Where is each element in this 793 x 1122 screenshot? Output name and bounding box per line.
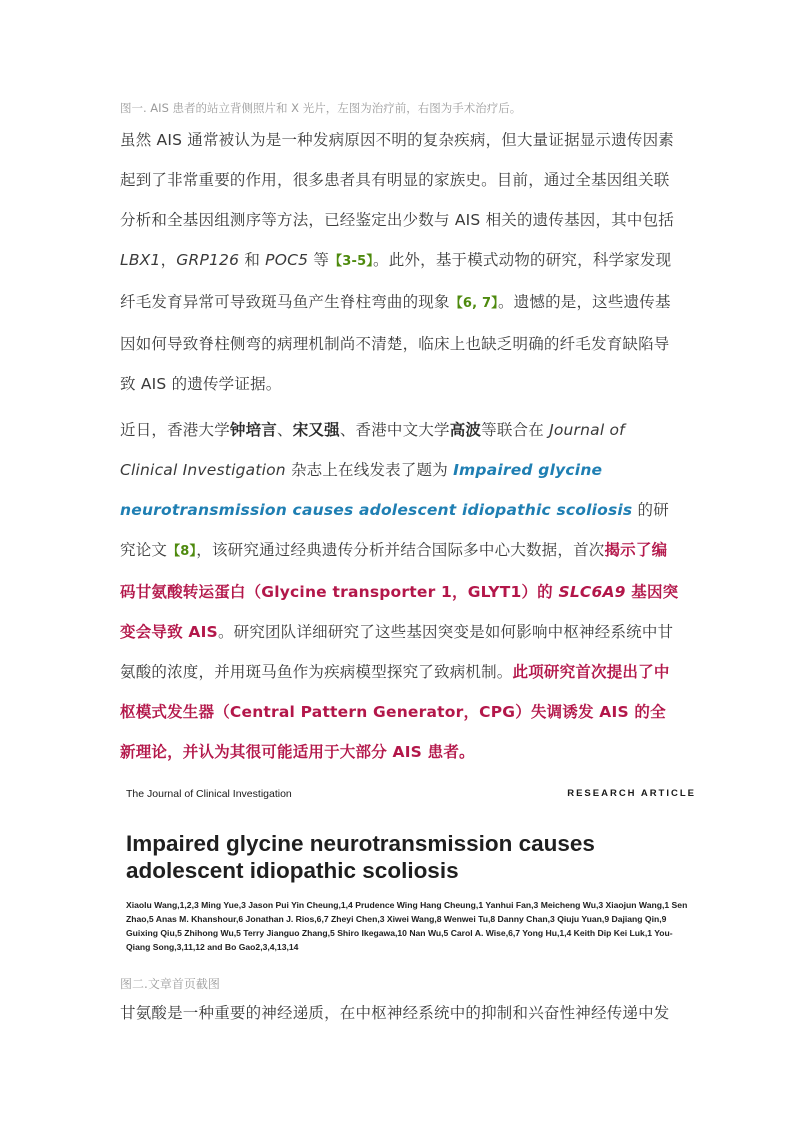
author-name-2: 宋又强 xyxy=(292,421,340,439)
p1-text-1: 虽然 AIS 通常被认为是一种发病原因不明的复杂疾病，但大量证据显示遗传因素起到了非常重要的作用，很多患者具有明显的家族史。目前，通过全基因组关联分析和全基因组测序等方法，已经鉴定出少数与 AIS 相关的遗传基因，其中包括 xyxy=(120,131,674,229)
p1-text-3: 。遗憾的是，这些遗传基因如何导致脊柱侧弯的病理机制尚不清楚，临床上也缺乏明确的纤毛发育缺陷导致 AIS 的遗传学证据。 xyxy=(120,293,671,393)
gene-grp126: GRP126 xyxy=(176,251,240,269)
p2-text-1: 近日，香港大学 xyxy=(120,421,230,439)
article-header xyxy=(126,788,696,800)
p2-text-4: 的研究论文 xyxy=(120,501,669,559)
journal-name: Journal of Clinical Investigation xyxy=(120,421,625,479)
p2-sep-2: 、香港中文大学 xyxy=(339,421,450,439)
figure-2-caption: 图二.文章首页截图 xyxy=(120,977,220,991)
p2-sep-1: 、 xyxy=(277,421,293,439)
author-name-3: 高波 xyxy=(449,421,482,439)
article-title: Impaired glycine neurotransmission causes adolescent idiopathic scoliosis xyxy=(126,831,595,883)
article-type-label: RESEARCH ARTICLE xyxy=(567,788,696,799)
p2-text-6: 。研究团队详细研究了这些基因突变是如何影响中枢神经系统中甘氨酸的浓度，并用斑马鱼作为疾病模型探究了致病机制。 xyxy=(120,623,674,681)
p2-text-5: ，该研究通过经典遗传分析并结合国际多中心大数据，首次 xyxy=(196,541,605,559)
paper-title-link[interactable]: Impaired glycine neurotransmission causes adolescent idiopathic scoliosis xyxy=(120,461,633,519)
paragraph-glycine-intro: 甘氨酸是一种重要的神经递质，在中枢神经系统中的抑制和兴奋性神经传递中发 xyxy=(120,1004,670,1022)
gene-slc6a9: SLC6A9 xyxy=(558,583,626,601)
paragraph-genetics-background xyxy=(120,120,680,404)
p2-text-3: 杂志上在线发表了题为 xyxy=(285,461,454,479)
article-journal-name: The Journal of Clinical Investigation xyxy=(126,788,292,800)
highlight-finding-2: 基因突变会导致 AIS xyxy=(120,583,679,641)
p1-deng: 等 xyxy=(308,251,330,269)
paragraph-study-summary xyxy=(120,410,680,772)
citation-8: 【8】 xyxy=(167,544,197,559)
highlight-finding-1: 揭示了编码甘氨酸转运蛋白（Glycine transporter 1，GLYT1）的 xyxy=(120,541,668,601)
figure-1-caption: 图一. AIS 患者的站立背侧照片和 X 光片，左图为治疗前，右图为手术治疗后。 xyxy=(120,101,522,115)
article-screenshot xyxy=(126,788,696,954)
citation-6-7: 【6, 7】 xyxy=(449,296,498,311)
p2-text-2: 等联合在 xyxy=(481,421,550,439)
article-authors: Xiaolu Wang,1,2,3 Ming Yue,3 Jason Pui Yin Cheung,1,4 Prudence Wing Hang Cheung,1 Yanhui Fan,3 Meicheng Wu,3 Xiaojun Wang,1 Sen Zhao,5 Anas M. Khanshour,6 Jonathan J. Rios,6,7 Zheyi Chen,3 Xiwei Wang,8 Wenwei Tu,8 Danny Chan,3 Qiuju Yuan,9 Dajiang Qin,9 Guixing Qiu,5 Zhihong Wu,5 Terry Jianguo Zhang,5 Shiro Ikegawa,10 Nan Wu,5 Carol A. Wise,6,7 Yong Hu,1,4 Keith Dip Kei Luk,1 You-Qiang Song,3,11,12 and Bo Gao2,3,4,13,14 xyxy=(126,900,688,952)
p1-sep-1: ， xyxy=(160,251,177,269)
highlight-theory: 此项研究首次提出了中枢模式发生器（Central Pattern Generator，CPG）失调诱发 AIS 的全新理论，并认为其很可能适用于大部分 AIS 患者。 xyxy=(120,663,670,761)
author-name-1: 钟培言 xyxy=(229,421,278,439)
citation-3-5: 【3-5】 xyxy=(329,254,374,269)
gene-lbx1: LBX1 xyxy=(120,251,161,269)
gene-poc5: POC5 xyxy=(265,251,309,269)
p1-text-2: 。此外，基于模式动物的研究，科学家发现纤毛发育异常可导致斑马鱼产生脊柱弯曲的现象 xyxy=(120,251,672,311)
p1-and: 和 xyxy=(239,251,266,269)
